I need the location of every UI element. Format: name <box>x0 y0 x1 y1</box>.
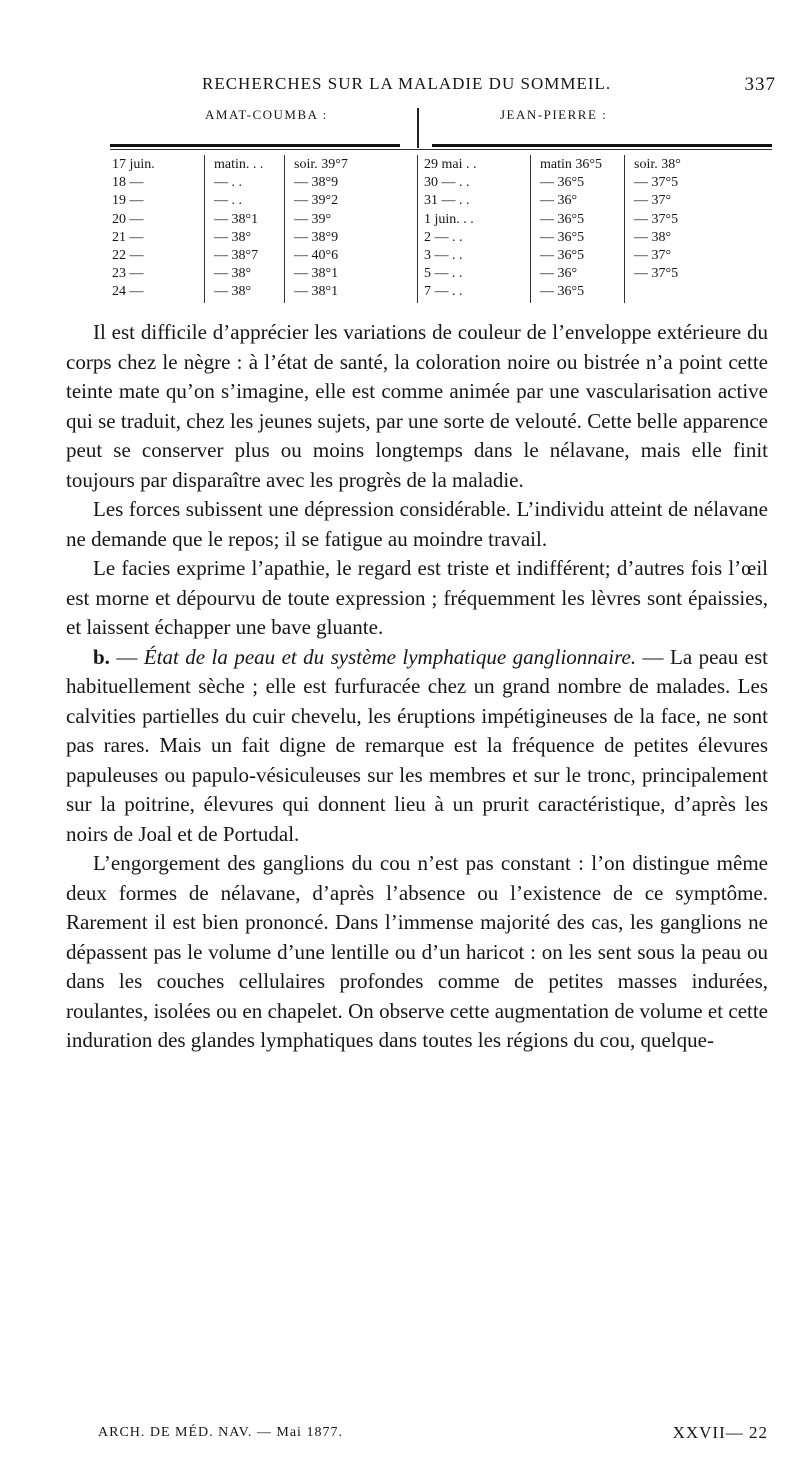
table-cell: — 38°1 <box>294 266 339 282</box>
section-paragraph <box>66 643 768 850</box>
table-cell: — 37°5 <box>634 175 679 191</box>
table-cell: 2 — . . <box>424 229 463 245</box>
table-rule-right <box>432 144 772 147</box>
table-cell: — 38° <box>214 266 252 282</box>
table-cell: matin 36°5 <box>540 157 602 172</box>
table-cell: — 36° <box>540 193 578 209</box>
table-row <box>104 265 784 283</box>
table-cell: 30 — . . <box>424 175 470 191</box>
table-cell: 24 — <box>112 284 144 300</box>
table-cell: 29 mai . . <box>424 157 477 172</box>
table-row <box>104 211 784 229</box>
table-cell: soir. 38° <box>634 157 681 172</box>
table-cell: — 38°1 <box>214 211 259 227</box>
table-row <box>104 156 784 174</box>
table-cell: — 37°5 <box>634 211 679 227</box>
table-cell: 7 — . . <box>424 284 463 300</box>
table-cell: — 38°9 <box>294 175 339 191</box>
table-cell: — 38°1 <box>294 284 339 300</box>
body-text <box>66 318 768 1056</box>
table-rule-left <box>110 144 400 147</box>
table-cell: — 36°5 <box>540 175 585 191</box>
running-title: RECHERCHES SUR LA MALADIE DU SOMMEIL. <box>202 74 612 93</box>
table-cell: — 37°5 <box>634 266 679 282</box>
table-title-divider <box>417 108 419 148</box>
section-heading: État de la peau et du système lymphatique ganglionnaire. <box>143 644 637 669</box>
paragraph: Le facies exprime l’apathie, le regard est triste et indifférent; d’autres fois l’œil est morne et dépourvu de toute expression ; fréquemment les lèvres sont épaissies, et laissent échapper une bave gluante. <box>66 556 768 639</box>
table-cell: 5 — . . <box>424 266 463 282</box>
table-cell: matin. . . <box>214 157 264 172</box>
table-cell: — 37° <box>634 193 672 209</box>
table-cell: — 38°7 <box>214 248 259 263</box>
table-right-title: JEAN-PIERRE : <box>500 107 608 122</box>
table-cell: 1 juin. . . <box>424 211 474 227</box>
paragraph: Il est difficile d’apprécier les variations de couleur de l’enveloppe extérieure du corps chez le nègre : à l’état de santé, la coloration noire ou bistrée n’a point cette teinte mate qu’on s’imagine, elle est comme animée par une vascularisation active qui se traduit, chez les jeunes sujets, par une sorte de velouté. Cette belle apparence peut se conserver plus ou moins longtemps dans le nélavane, mais elle finit toujours par disparaître avec les progrès de la maladie. <box>66 320 768 492</box>
table-cell: 17 juin. <box>112 157 155 172</box>
table-cell: — 38° <box>214 284 252 300</box>
table-cell: 18 — <box>112 175 144 191</box>
table-row <box>104 283 784 301</box>
table-cell: — 39° <box>294 211 332 227</box>
journal-reference: ARCH. DE MÉD. NAV. — Mai 1877. <box>98 1425 343 1440</box>
table-cell: — 36° <box>540 266 578 282</box>
section-label: b. <box>93 644 110 669</box>
table-cell: 21 — <box>112 229 144 245</box>
page-number: 337 <box>744 74 776 95</box>
table-cell: 19 — <box>112 193 144 209</box>
table-cell: — . . <box>214 175 242 191</box>
table-cell: 23 — <box>112 266 144 282</box>
table-cell: — 36°5 <box>540 248 585 263</box>
table-cell: — 38°9 <box>294 229 339 245</box>
paragraph: Les forces subissent une dépression considérable. L’individu atteint de nélavane ne demande que le repos; il se fatigue au moindre travail. <box>66 497 768 551</box>
table-row <box>104 229 784 247</box>
table-cell: — . . <box>214 193 242 209</box>
table-row <box>104 192 784 210</box>
table-cell: — 37° <box>634 248 672 263</box>
table-cell: — 40°6 <box>294 248 339 263</box>
table-cell: 3 — . . <box>424 248 463 263</box>
section-dash: — <box>109 644 144 669</box>
table-cell: 31 — . . <box>424 193 470 209</box>
table-rule-thin <box>110 149 772 150</box>
table-cell: — 39°2 <box>294 193 339 209</box>
table-cell: — 36°5 <box>540 229 585 245</box>
paragraph: L’engorgement des ganglions du cou n’est pas constant : l’on distingue même deux formes de nélavane, d’après l’absence ou l’existence de ce symptôme. Rarement il est bien prononcé. Dans l’immense majorité des cas, les ganglions ne dépassent pas le volume d’une lentille ou d’un haricot : on les sent sous la peau ou dans les couches cellulaires profondes comme de petites masses indurées, roulantes, isolées ou en chapelet. On observe cette augmentation de volume et cette induration des glandes lymphatiques dans toutes les régions du cou, quelque- <box>66 851 768 1052</box>
table-cell: 22 — <box>112 248 144 263</box>
table-cell: soir. 39°7 <box>294 157 348 172</box>
table-cell: — 38° <box>634 229 672 245</box>
table-cell: — 38° <box>214 229 252 245</box>
table-cell: — 36°5 <box>540 211 585 227</box>
table-cell: — 36°5 <box>540 284 585 300</box>
section-text: — La peau est habituellement sèche ; elle est furfuracée chez un grand nombre de malades. Les calvities partielles du cuir chevelu, les éruptions impétigineuses de la face, ne sont pas rares. Mais un fait digne de remarque est la fréquence de petites élevures papuleuses ou papulo-vésiculeuses sur les membres et sur le tronc, principalement sur la poitrine, élevures qui donnent lieu à un prurit caractéristique, d’après les noirs de Joal et de Portudal. <box>66 644 769 846</box>
table-row <box>104 174 784 192</box>
table-cell: 20 — <box>112 211 144 227</box>
signature-mark: XXVII— 22 <box>672 1423 768 1442</box>
table-row <box>104 247 784 265</box>
table-left-title: AMAT-COUMBA : <box>205 107 328 122</box>
running-header <box>110 74 776 102</box>
